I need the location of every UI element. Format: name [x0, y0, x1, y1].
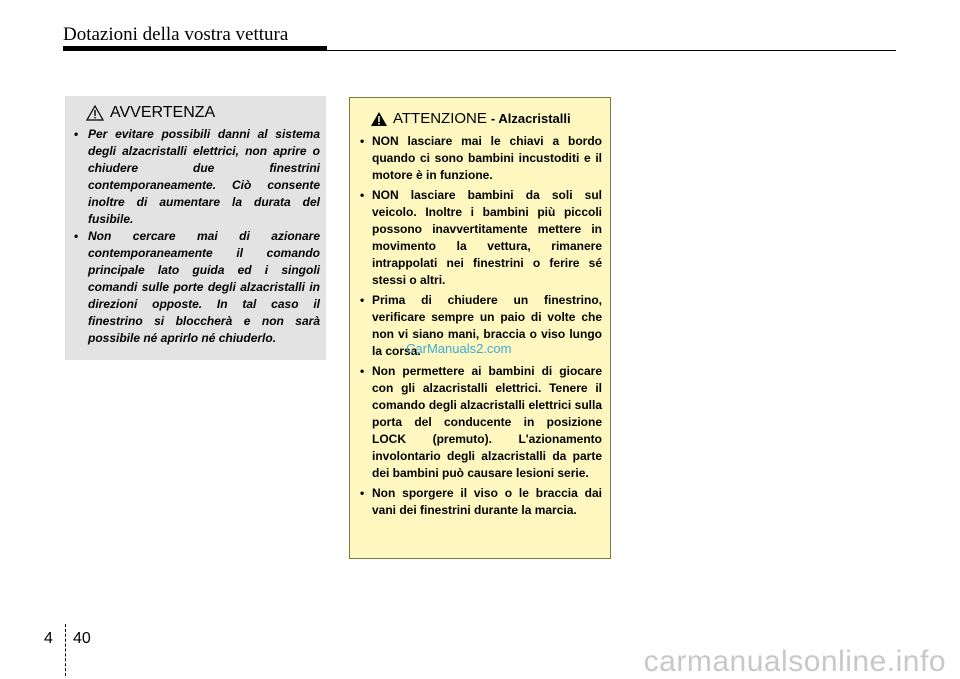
warning-heading — [86, 104, 320, 122]
warning-item: • Non cercare mai di azionare contemporaneamente il comando principale lato guida ed i singoli comandi sulle porte degli alzacristalli in direzioni opposte. In tal caso il finestrino si bloccherà e non sarà possibile né aprirlo né chiuderlo. — [74, 228, 320, 347]
caution-item: • NON lasciare mai le chiavi a bordo quando ci sono bambini incustoditi e il motore è in funzione. — [358, 133, 602, 184]
caution-subtitle: - Alzacristalli — [490, 111, 571, 126]
watermark-link[interactable]: CarManuals2.com — [406, 341, 512, 356]
warning-list — [74, 126, 320, 347]
caution-triangle-icon — [370, 111, 388, 127]
caution-item: • Non sporgere il viso o le braccia dai vani dei finestrini durante la marcia. — [358, 485, 602, 519]
page-number: 40 — [73, 630, 91, 647]
warning-box — [65, 96, 326, 360]
caution-box — [349, 97, 611, 559]
footer-watermark: carmanualsonline.info — [643, 645, 946, 678]
caution-item: • Prima di chiudere un finestrino, verificare sempre un paio di volte che non vi siano mani, braccia o viso lungo la corsa. — [358, 292, 602, 360]
caution-item: • NON lasciare bambini da soli sul veicolo. Inoltre i bambini più piccoli possono inavvertitamente mettere in movimento la vettura, rimanere intrappolati nei finestrini o ferire sé stessi o altri. — [358, 187, 602, 289]
caution-item: • Non permettere ai bambini di giocare con gli alzacristalli elettrici. Tenere il comando degli alzacristalli elettrici sulla porta del conducente in posizione LOCK (premuto). L'azionamento involontario degli alzacristalli da parte dei bambini può causare lesioni serie. — [358, 363, 602, 482]
chapter-number: 4 — [44, 630, 53, 647]
warning-triangle-icon — [86, 105, 104, 121]
caution-title: ATTENZIONE — [393, 110, 487, 127]
caution-heading — [370, 110, 602, 127]
warning-title: AVVERTENZA — [110, 104, 216, 121]
warning-item: • Per evitare possibili danni al sistema degli alzacristalli elettrici, non aprire o chiudere due finestrini contemporaneamente. Ciò consente inoltre di aumentare la durata del fusibile. — [74, 126, 320, 228]
header-rule — [63, 50, 896, 51]
page-divider — [65, 624, 66, 676]
caution-list — [358, 133, 602, 519]
page-header-title: Dotazioni della vostra vettura — [63, 24, 289, 45]
